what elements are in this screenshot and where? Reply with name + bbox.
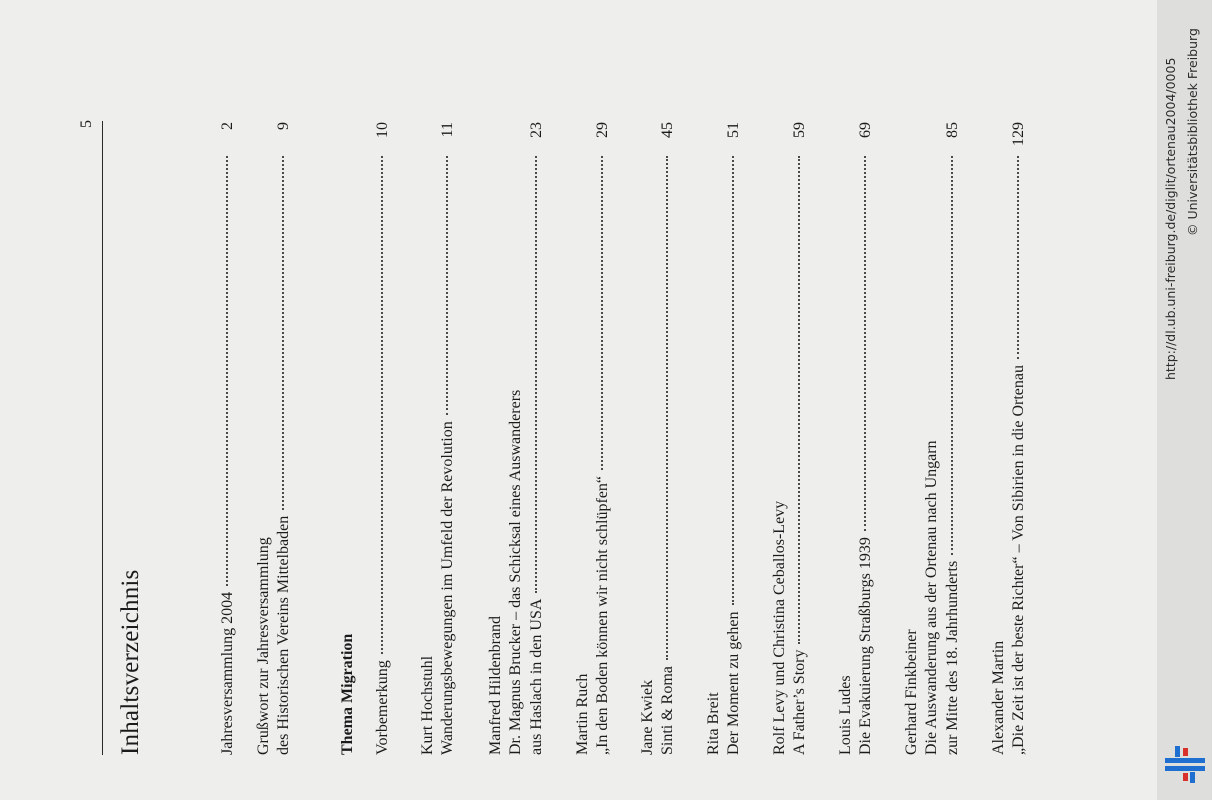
toc-entry-ruch[interactable] <box>593 122 613 755</box>
toc-entry-grusswort[interactable] <box>274 122 294 755</box>
toc-entry-hildenbrand[interactable] <box>527 122 547 755</box>
toc-entry-title: Vorbemerkung <box>374 660 391 755</box>
toc-entry-title: Der Moment zu gehen <box>725 611 742 755</box>
toc-entry-author: Gerhard Finkbeiner <box>903 629 920 755</box>
dot-leader <box>798 156 800 644</box>
toc-entry-author: Kurt Hochstuhl <box>419 655 436 755</box>
repository-info <box>1157 0 1212 800</box>
toc-entry-page: 29 <box>594 122 611 138</box>
toc-entry-finkbeiner[interactable] <box>943 122 963 755</box>
ub-freiburg-logo-icon[interactable] <box>1163 742 1207 786</box>
toc-entry-page: 129 <box>1010 122 1027 146</box>
toc-entry-title-line: Die Auswanderung aus der Ortenau nach Ungarn <box>923 440 940 755</box>
dot-leader <box>446 156 448 415</box>
toc-entry-jahresversammlung[interactable] <box>218 122 238 755</box>
dot-leader <box>535 156 537 593</box>
toc-entry-title: Die Evakuierung Straßburgs 1939 <box>857 537 874 755</box>
toc-entry-title-line: Grußwort zur Jahresversammlung <box>255 537 272 755</box>
toc-entry-page: 11 <box>439 122 456 138</box>
toc-entry-title: A Father’s Story <box>791 649 808 755</box>
toc-entry-author: Jane Kwiek <box>639 679 656 755</box>
toc-entry-page: 2 <box>219 122 236 130</box>
toc-entry-title: zur Mitte des 18. Jahrhunderts <box>944 560 961 755</box>
toc-entry-ludes[interactable] <box>856 122 876 755</box>
toc-entry-author: Martin Ruch <box>574 673 591 755</box>
dot-leader <box>732 156 734 605</box>
toc-entry-breit[interactable] <box>724 122 744 755</box>
page-title: Inhaltsverzeichnis <box>117 569 144 755</box>
dot-leader <box>666 156 668 660</box>
page-number: 5 <box>78 120 95 128</box>
toc-entry-title: Wanderungsbewegungen im Umfeld der Revolution <box>439 421 456 755</box>
repository-margin <box>1157 0 1212 800</box>
dot-leader <box>864 156 866 531</box>
toc-entry-title: „In den Boden können wir nicht schlüpfen“ <box>594 475 611 755</box>
copyright-notice: © Universitätsbibliothek Freiburg <box>1185 28 1200 236</box>
dot-leader <box>381 156 383 654</box>
dot-leader <box>601 156 603 470</box>
dot-leader <box>951 156 953 555</box>
toc-entry-martin[interactable] <box>1009 122 1029 755</box>
toc-entry-page: 85 <box>944 122 961 138</box>
toc-entry-title: des Historischen Vereins Mittelbaden <box>275 515 292 755</box>
toc-entry-page: 69 <box>857 122 874 138</box>
toc-entry-page: 10 <box>374 122 391 138</box>
toc-entry-vorbemerkung[interactable] <box>373 122 393 755</box>
toc-entry-page: 59 <box>791 122 808 138</box>
toc-entry-author: Rolf Levy und Christina Ceballos-Levy <box>771 500 788 755</box>
dot-leader <box>226 156 228 586</box>
toc-entry-page: 9 <box>275 122 292 130</box>
toc-entry-levy[interactable] <box>790 122 810 755</box>
toc-entry-author: Alexander Martin <box>990 640 1007 755</box>
toc-entry-title: „Die Zeit ist der beste Richter“ – Von Sibirien in die Ortenau <box>1010 365 1027 755</box>
toc-entry-author: Louis Ludes <box>837 675 854 755</box>
top-rule <box>102 121 103 755</box>
section-heading: Thema Migration <box>339 633 356 755</box>
toc-entry-author: Manfred Hildenbrand <box>487 615 504 755</box>
toc-entry-title-line: Dr. Magnus Brucker – das Schicksal eines Auswanderers <box>507 389 524 755</box>
toc-entry-kwiek[interactable] <box>658 122 678 755</box>
toc-entry-page: 51 <box>725 122 742 138</box>
source-url-link[interactable]: http://dl.ub.uni-freiburg.de/diglit/ortenau2004/0005 <box>1163 57 1178 380</box>
toc-entry-page: 45 <box>659 122 676 138</box>
toc-entry-title: Sinti & Roma <box>659 666 676 755</box>
toc-entry-title: aus Haslach in den USA <box>528 598 545 755</box>
dot-leader <box>1017 156 1019 359</box>
toc-entry-author: Rita Breit <box>705 692 722 755</box>
toc-entry-hochstuhl[interactable] <box>438 122 458 755</box>
dot-leader <box>282 156 284 510</box>
toc-entry-title: Jahresversammlung 2004 <box>219 591 236 755</box>
toc-entry-page: 23 <box>528 122 545 138</box>
